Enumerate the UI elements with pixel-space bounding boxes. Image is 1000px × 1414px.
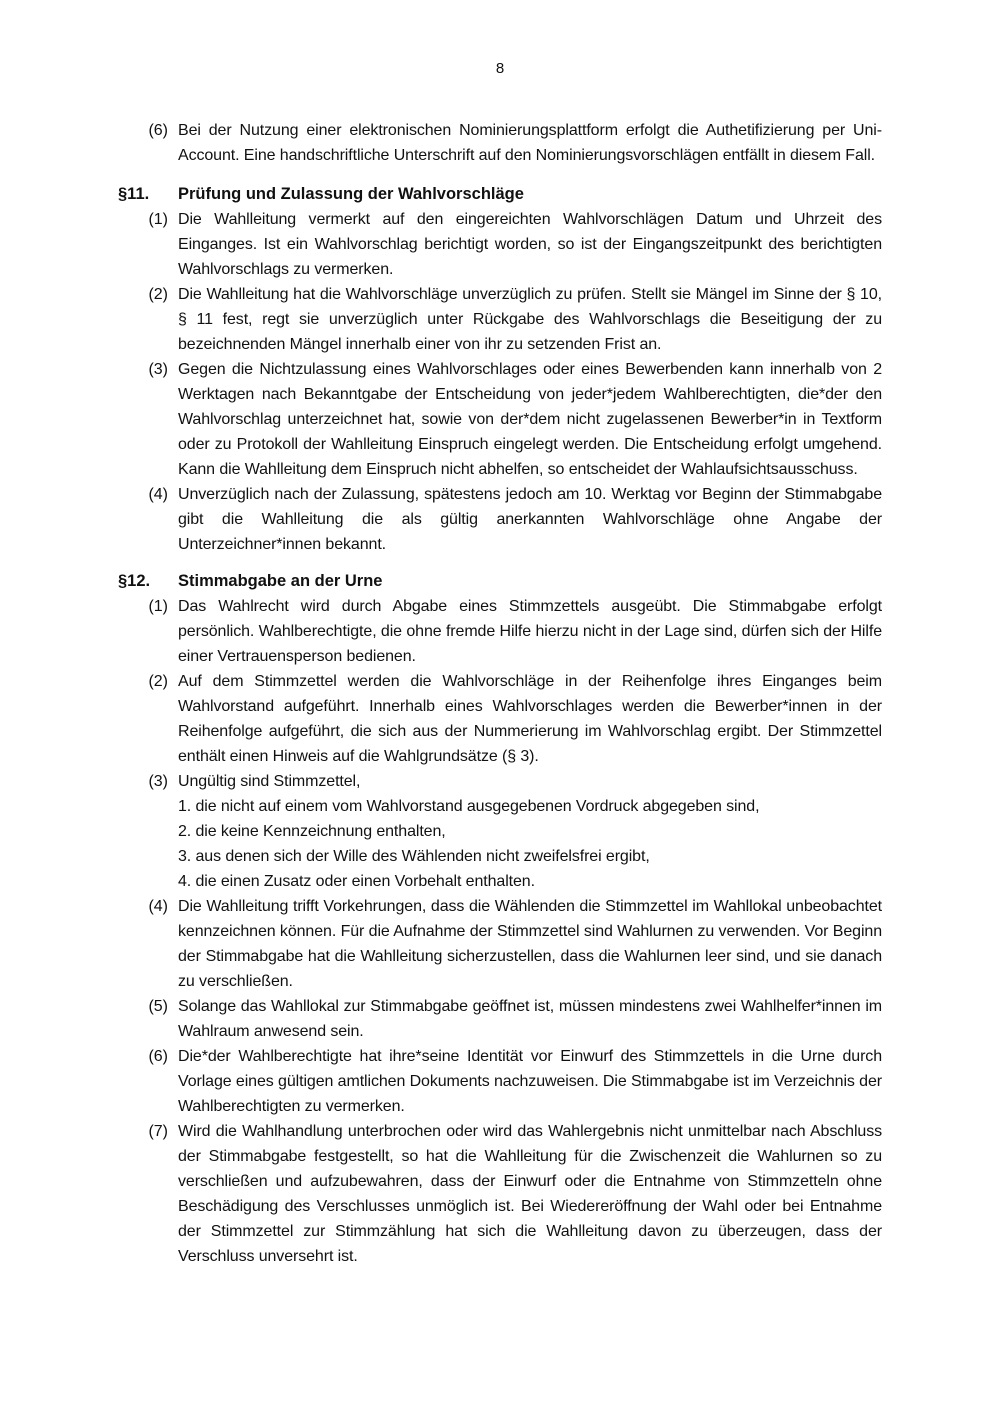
item-number: (1) [148, 598, 168, 615]
item-number: (2) [148, 673, 168, 690]
section-heading-12 [118, 569, 882, 594]
list-item: 2. die keine Kennzeichnung enthalten, [178, 823, 446, 840]
item-number: (1) [148, 211, 168, 228]
list-item: 1. die nicht auf einem vom Wahlvorstand ausgegebenen Vordruck abgegeben sind, [178, 798, 760, 815]
item-text: Auf dem Stimmzettel werden die Wahlvorschläge in der Reihenfolge ihres Einganges beim Wahlvorstand aufgeführt. Innerhalb eines Wahlvorschlages werden die Bewerber*innen in der Reihenfolge aufgeführt, die sich aus der Nummerierung im Wahlvorschlag ergibt. Der Stimmzettel enthält einen Hinweis auf die Wahlgrundsätze (§ 3). [178, 673, 882, 765]
section-number: §11. [118, 185, 150, 203]
item-number: (5) [148, 998, 168, 1015]
section-title: Stimmabgabe an der Urne [178, 572, 383, 590]
item-text: Wird die Wahlhandlung unterbrochen oder wird das Wahlergebnis nicht unmittelbar nach Abschluss der Stimmabgabe festgestellt, so hat die Wahlleitung für die Zwischenzeit die Wahlurnen so zu verschließen und aufzubewahren, dass der Einwurf oder die Entnahme von Stimmzetteln ohne Beschädigung des Verschlusses unmöglich ist. Bei Wiedereröffnung der Wahl oder bei Entnahme der Stimmzettel zur Stimmzählung hat sich die Wahlleitung davon zu überzeugen, dass der Verschluss unversehrt ist. [178, 1123, 882, 1265]
paragraph-12-4 [118, 894, 882, 994]
paragraph-12-2 [118, 669, 882, 769]
list-item: 3. aus denen sich der Wille des Wählenden nicht zweifelsfrei ergibt, [178, 848, 650, 865]
item-number: (7) [148, 1123, 168, 1140]
paragraph-12-1 [118, 594, 882, 669]
paragraph-11-3 [118, 357, 882, 482]
paragraph-12-3 [118, 769, 882, 894]
item-text: Die Wahlleitung vermerkt auf den eingereichten Wahlvorschlägen Datum und Uhrzeit des Einganges. Ist ein Wahlvorschlag berichtigt worden, so ist der Eingangszeitpunkt des berichtigten Wahlvorschlags zu vermerken. [178, 211, 882, 278]
item-text: Die*der Wahlberechtigte hat ihre*seine Identität vor Einwurf des Stimmzettels in die Urne durch Vorlage eines gültigen amtlichen Dokuments nachzuweisen. Die Stimmabgabe ist im Verzeichnis der Wahlberechtigten zu vermerken. [178, 1048, 882, 1115]
item-number: (4) [148, 486, 168, 503]
paragraph-10-6 [118, 118, 882, 168]
item-text: Das Wahlrecht wird durch Abgabe eines Stimmzettels ausgeübt. Die Stimmabgabe erfolgt persönlich. Wahlberechtigte, die ohne fremde Hilfe hierzu nicht in der Lage sind, dürfen sich der Hilfe einer Vertrauensperson bedienen. [178, 598, 882, 665]
item-number: (3) [148, 361, 168, 378]
item-text: Die Wahlleitung trifft Vorkehrungen, dass die Wählenden die Stimmzettel im Wahllokal unbeobachtet kennzeichnen können. Für die Aufnahme der Stimmzettel sind Wahlurnen zu verwenden. Vor Beginn der Stimmabgabe hat die Wahlleitung sicherzustellen, dass die Wahlurnen leer sind, und sie danach zu verschließen. [178, 898, 882, 990]
item-number: (6) [148, 1048, 168, 1065]
item-number: (3) [148, 773, 168, 790]
item-text: Ungültig sind Stimmzettel, [178, 773, 361, 790]
item-number: (4) [148, 898, 168, 915]
paragraph-11-1 [118, 207, 882, 282]
section-number: §12. [118, 572, 151, 590]
item-text: Bei der Nutzung einer elektronischen Nominierungsplattform erfolgt die Authetifizierung per Uni-Account. Eine handschriftliche Unterschrift auf den Nominierungsvorschlägen entfällt in diesem Fall. [178, 122, 882, 164]
item-text: Unverzüglich nach der Zulassung, spätestens jedoch am 10. Werktag vor Beginn der Stimmabgabe gibt die Wahlleitung die als gültig anerkannten Wahlvorschläge ohne Angabe der Unterzeichner*innen bekannt. [178, 486, 882, 553]
invalid-ballot-list [178, 794, 882, 894]
item-text-block [178, 769, 882, 894]
paragraph-12-7 [118, 1119, 882, 1269]
paragraph-11-4 [118, 482, 882, 557]
item-number: (6) [148, 122, 168, 139]
paragraph-12-6 [118, 1044, 882, 1119]
list-item: 4. die einen Zusatz oder einen Vorbehalt enthalten. [178, 873, 535, 890]
document-body [118, 118, 882, 1269]
item-text: Die Wahlleitung hat die Wahlvorschläge unverzüglich zu prüfen. Stellt sie Mängel im Sinne der § 10, § 11 fest, regt sie unverzüglich unter Rückgabe des Wahlvorschlags die Beseitigung der zu bezeichnenden Mängel innerhalb einer von ihr zu setzenden Frist an. [178, 286, 882, 353]
item-text: Solange das Wahllokal zur Stimmabgabe geöffnet ist, müssen mindestens zwei Wahlhelfer*innen im Wahlraum anwesend sein. [178, 998, 882, 1040]
paragraph-11-2 [118, 282, 882, 357]
item-text: Gegen die Nichtzulassung eines Wahlvorschlages oder eines Bewerbenden kann innerhalb von 2 Werktagen nach Bekanntgabe der Entscheidung von jeder*jedem Wahlberechtigten, die*der den Wahlvorschlag unterzeichnet hat, sowie von der*dem nicht zugelassenen Bewerber*in in Textform oder zu Protokoll der Wahlleitung Einspruch eingelegt werden. Die Entscheidung erfolgt umgehend. Kann die Wahlleitung dem Einspruch nicht abhelfen, so entscheidet der Wahlaufsichtsausschuss. [178, 361, 882, 478]
section-heading-11 [118, 182, 882, 207]
paragraph-12-5 [118, 994, 882, 1044]
item-number: (2) [148, 286, 168, 303]
page-number: 8 [495, 60, 505, 77]
section-title: Prüfung und Zulassung der Wahlvorschläge [178, 185, 524, 203]
